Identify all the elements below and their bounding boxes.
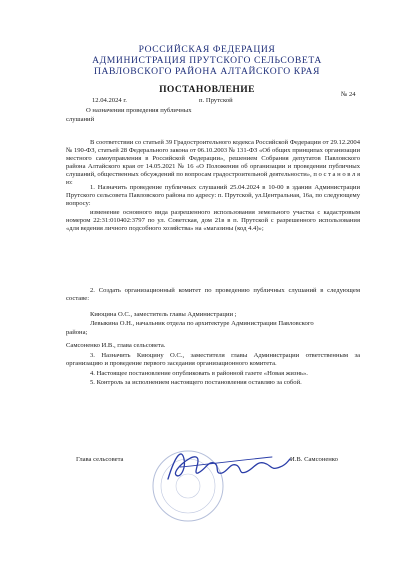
item-2-paragraph: 2. Создать организационный комитет по проведению публичных слушаний в следующем составе: [66, 287, 360, 303]
document-subject-line1: О назначении проведения публичных [86, 107, 192, 114]
committee-member-2-cont: района; [66, 329, 88, 336]
document-title: ПОСТАНОВЛЕНИЕ [159, 84, 255, 95]
item-4-paragraph: 4. Настоящее постановление опубликовать в районной газете «Новая жизнь». [90, 370, 308, 377]
item-1-paragraph: 1. Назначить проведение публичных слушаний 25.04.2024 в 10-00 в здании Администрации Прутского сельсовета Павловского района по адресу: п. Прутской, ул.Центральная, 16а, по следующему вопросу: [66, 184, 360, 208]
committee-member-3: Самсоненко И.В., глава сельсовета. [66, 342, 166, 349]
preamble-paragraph: В соответствии со статьей 39 Градостроительного кодекса Российской Федерации от 29.12.2004 № 190-ФЗ, статьей 28 Федерального закона от 06.10.2003 № 131-ФЗ «Об общих принципах организации местного самоуправления в Российской Федерации», решением Собрания депутатов Павловского района Алтайского края от 14.05.2021 № 16 «О Положении об организации и проведении публичных слушаний, общественных обсуждений по вопросам градостроительной деятельности», п о с т а н о в л я ю: [66, 139, 360, 187]
committee-member-1: Киюцина О.С., заместитель главы Администрации ; [90, 311, 237, 318]
item-1-subitem: изменение основного вида разрешенного использования земельного участка с кадастровым номером 22:31:010402:3797 по ул. Советская, дом 21в в п. Прутской с разрешенного использования «для ведения личного подсобного хозяйства» на «магазины (код 4.4)»; [66, 209, 360, 233]
document-subject-line2: слушаний [66, 116, 95, 123]
signature-role: Глава сельсовета [76, 456, 124, 463]
header-country: РОССИЙСКАЯ ФЕДЕРАЦИЯ [138, 44, 276, 55]
document-number: № 24 [341, 91, 356, 98]
item-5-paragraph: 5. Контроль за исполнением настоящего постановления оставляю за собой. [90, 379, 302, 386]
document-place: п. Прутской [199, 97, 233, 104]
signature-name: И.В. Самсоненко [290, 456, 338, 463]
item-3-paragraph: 3. Назначить Киюцину О.С., заместителя главы Администрации ответственным за организацию и проведение первого заседания организационного комитета. [66, 352, 360, 368]
header-region: ПАВЛОВСКОГО РАЙОНА АЛТАЙСКОГО КРАЯ [93, 66, 321, 77]
committee-member-2: Левыкина О.Н., начальник отдела по архитектуре Администрации Павловского [90, 320, 314, 327]
document-date: 12.04.2024 г. [92, 97, 127, 104]
header-administration: АДМИНИСТРАЦИЯ ПРУТСКОГО СЕЛЬСОВЕТА [92, 55, 322, 66]
signature [162, 445, 292, 487]
